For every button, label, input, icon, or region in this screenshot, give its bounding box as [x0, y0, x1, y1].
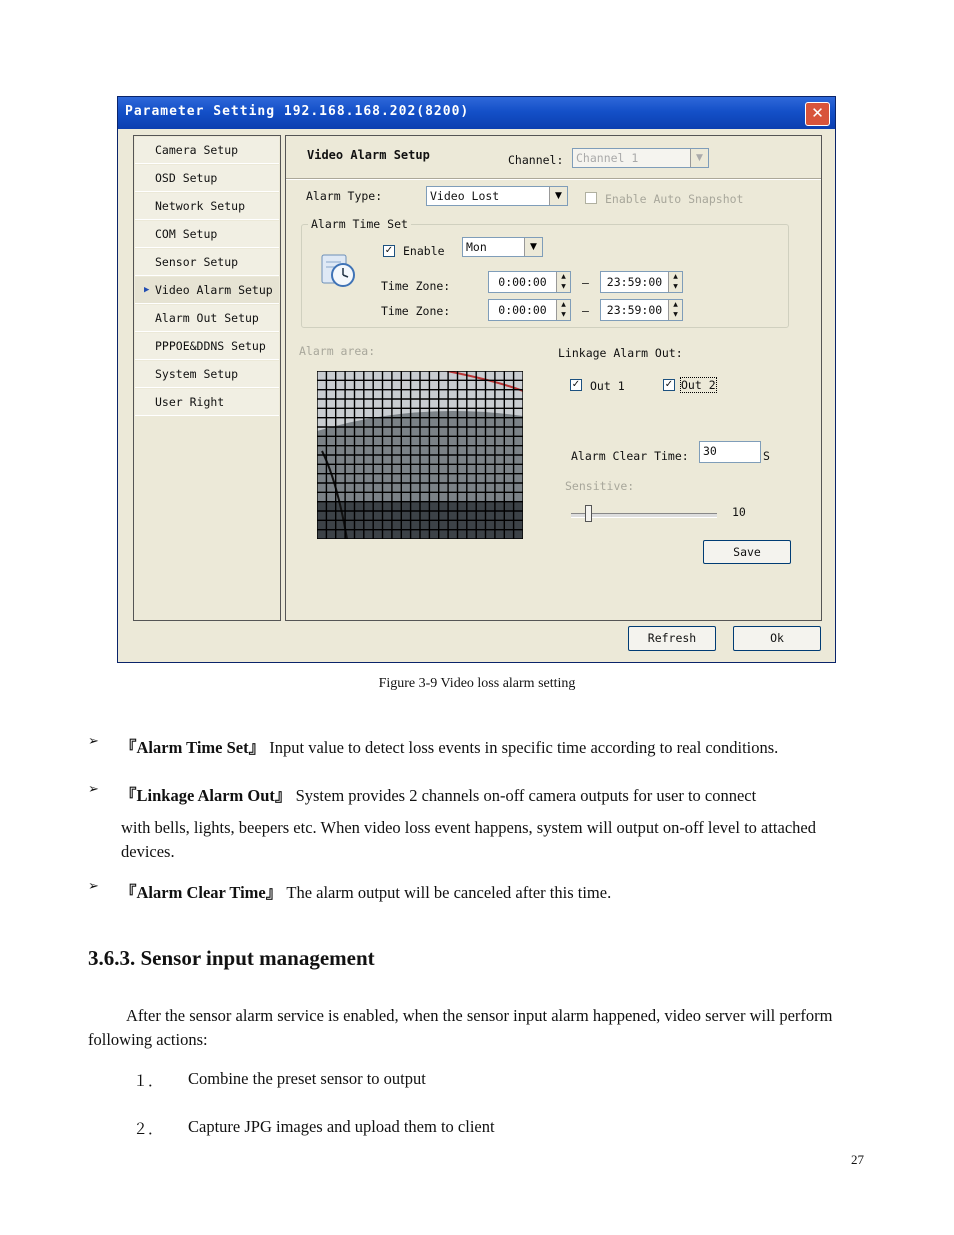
menu-item-label: Video Alarm Setup — [155, 283, 273, 297]
time-zone-2-start-value: 0:00:00 — [498, 303, 547, 317]
sensitive-value: 10 — [732, 505, 746, 519]
intro-paragraph: After the sensor alarm service is enabled, when the sensor input alarm happened, video server will perform following actions: — [88, 1006, 833, 1049]
alarm-area-grid[interactable] — [317, 371, 523, 539]
menu-item-label: Camera Setup — [155, 143, 239, 157]
panel-heading: Video Alarm Setup — [307, 148, 430, 162]
enable-label: Enable — [403, 244, 445, 258]
time-separator: – — [582, 304, 589, 318]
spin-arrows-icon[interactable]: ▲ ▼ — [668, 300, 682, 320]
check-icon: ✓ — [571, 379, 581, 390]
auto-snapshot-checkbox[interactable] — [585, 192, 597, 204]
menu-item-label: PPPOE&DDNS Setup — [155, 339, 266, 353]
time-zone-1-end-value: 23:59:00 — [606, 275, 663, 289]
auto-snapshot-label: Enable Auto Snapshot — [605, 192, 744, 206]
bullet-text: Input value to detect loss events in specific time according to real conditions. — [265, 738, 779, 757]
selected-arrow-icon: ▶ — [144, 285, 150, 295]
menu-item-label: User Right — [155, 395, 225, 409]
action-text: Combine the preset sensor to output — [188, 1069, 426, 1088]
spin-arrows-icon[interactable]: ▲ ▼ — [556, 300, 570, 320]
out2-label: Out 2 — [681, 378, 716, 392]
bullet-arrow-icon: ➢ — [88, 879, 99, 894]
chevron-down-icon: ▼ — [524, 238, 542, 256]
linkage-alarm-out-label: Linkage Alarm Out: — [558, 346, 683, 360]
check-icon: ✓ — [664, 379, 674, 390]
bullet-text: System provides 2 channels on-off camera outputs for user to connect — [291, 786, 757, 805]
dialog-title-bar[interactable] — [118, 97, 835, 129]
alarm-clear-time-input[interactable] — [699, 441, 761, 463]
chevron-down-icon: ▼ — [690, 149, 708, 167]
alarm-area-label: Alarm area: — [299, 344, 376, 358]
day-value: Mon — [466, 240, 487, 254]
video-alarm-panel — [285, 135, 822, 621]
refresh-button[interactable]: Refresh — [628, 626, 716, 651]
time-zone-2-end-value: 23:59:00 — [606, 303, 663, 317]
menu-item-sensor-setup[interactable] — [135, 249, 279, 276]
day-select[interactable] — [462, 237, 543, 257]
action-text: Capture JPG images and upload them to client — [188, 1117, 495, 1136]
bullet-title: 『Linkage Alarm Out』 — [120, 786, 292, 805]
out1-label: Out 1 — [590, 379, 625, 393]
enable-checkbox[interactable] — [383, 245, 395, 257]
menu-item-osd-setup[interactable] — [135, 165, 279, 192]
time-zone-2-end[interactable] — [600, 299, 683, 321]
menu-item-alarm-out-setup[interactable] — [135, 305, 279, 332]
channel-label: Channel: — [508, 153, 564, 167]
schedule-clock-icon — [319, 249, 359, 289]
page-number: 27 — [851, 1152, 864, 1167]
parameter-setting-dialog — [117, 96, 836, 663]
time-zone-label: Time Zone: — [381, 279, 451, 293]
alarm-type-select[interactable] — [426, 186, 568, 206]
spin-arrows-icon[interactable]: ▲ ▼ — [556, 272, 570, 292]
menu-item-com-setup[interactable] — [135, 221, 279, 248]
bullet-title: 『Alarm Clear Time』 — [120, 883, 283, 902]
menu-item-label: OSD Setup — [155, 171, 218, 185]
menu-item-system-setup[interactable] — [135, 361, 279, 388]
dialog-title: Parameter Setting 192.168.168.202(8200) — [125, 104, 470, 119]
bullet-text: The alarm output will be canceled after this time. — [282, 883, 612, 902]
time-zone-1-end[interactable] — [600, 271, 683, 293]
menu-item-label: COM Setup — [155, 227, 218, 241]
check-icon: ✓ — [384, 245, 394, 256]
slider-thumb[interactable] — [585, 505, 592, 522]
section-heading: 3.6.3. Sensor input management — [88, 946, 375, 970]
alarm-clear-time-value: 30 — [703, 444, 717, 458]
alarm-time-set-group — [301, 217, 789, 328]
sensitive-label: Sensitive: — [565, 479, 635, 493]
slider-track — [571, 513, 717, 518]
ok-button[interactable]: Ok — [733, 626, 821, 651]
alarm-clear-time-label: Alarm Clear Time: — [571, 449, 689, 463]
menu-item-label: Alarm Out Setup — [155, 311, 259, 325]
save-button[interactable]: Save — [703, 540, 791, 564]
action-number: ２． — [133, 1120, 164, 1138]
bullet-continuation: with bells, lights, beepers etc. When video loss event happens, system will output on-off level to attached devices. — [121, 818, 816, 861]
time-zone-1-start[interactable] — [488, 271, 571, 293]
action-number: １． — [133, 1072, 164, 1090]
alarm-time-set-legend: Alarm Time Set — [308, 217, 411, 231]
out2-checkbox[interactable] — [663, 379, 675, 391]
menu-item-label: Network Setup — [155, 199, 246, 213]
time-zone-2-start[interactable] — [488, 299, 571, 321]
menu-item-user-right[interactable] — [135, 389, 279, 416]
menu-item-video-alarm-setup[interactable] — [135, 277, 279, 304]
close-icon[interactable]: ✕ — [805, 102, 830, 126]
alarm-type-label: Alarm Type: — [306, 189, 383, 203]
channel-value: Channel 1 — [576, 151, 639, 165]
menu-item-network-setup[interactable] — [135, 193, 279, 220]
divider — [286, 178, 821, 180]
sensitive-slider[interactable] — [571, 504, 717, 524]
time-zone-1-start-value: 0:00:00 — [498, 275, 547, 289]
setup-menu — [133, 135, 281, 621]
menu-item-camera-setup[interactable] — [135, 137, 279, 164]
alarm-clear-time-unit: S — [763, 449, 770, 463]
bullet-title: 『Alarm Time Set』 — [120, 738, 266, 757]
menu-item-label: Sensor Setup — [155, 255, 239, 269]
menu-item-pppoe-ddns-setup[interactable] — [135, 333, 279, 360]
bullet-arrow-icon: ➢ — [88, 782, 99, 797]
bullet-arrow-icon: ➢ — [88, 734, 99, 749]
figure-caption: Figure 3-9 Video loss alarm setting — [378, 676, 576, 691]
spin-arrows-icon[interactable]: ▲ ▼ — [668, 272, 682, 292]
time-zone-label: Time Zone: — [381, 304, 451, 318]
channel-select[interactable] — [572, 148, 709, 168]
menu-item-label: System Setup — [155, 367, 239, 381]
chevron-down-icon: ▼ — [549, 187, 567, 205]
out1-checkbox[interactable] — [570, 379, 582, 391]
time-separator: – — [582, 276, 589, 290]
alarm-type-value: Video Lost — [430, 189, 500, 203]
